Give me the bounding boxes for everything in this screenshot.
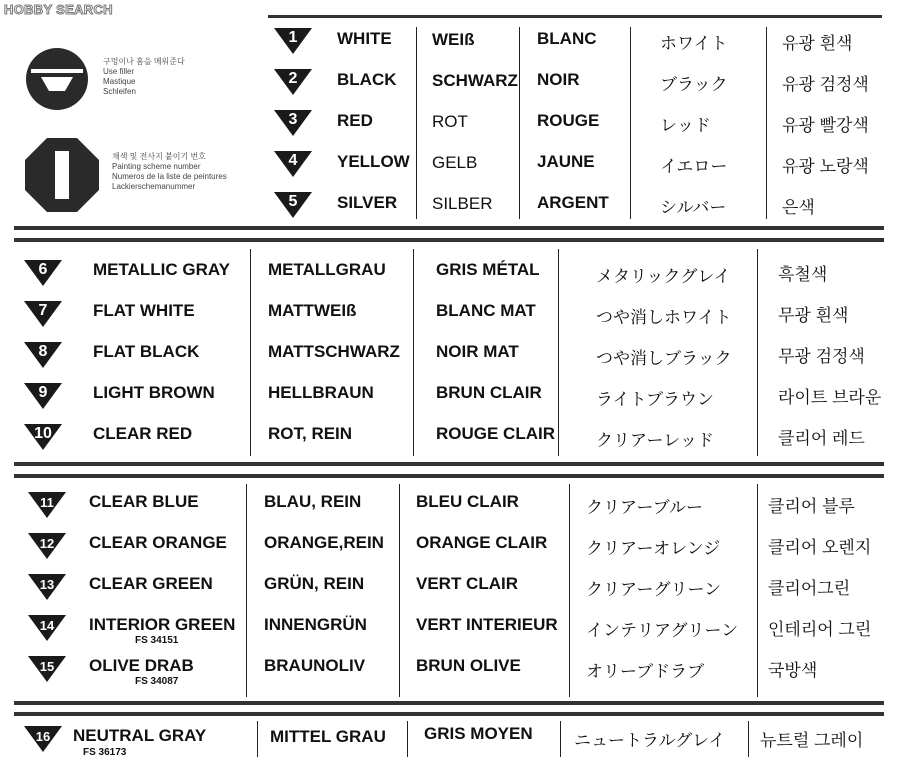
column-divider <box>399 484 400 697</box>
color-name-korean: 클리어 블루 <box>768 497 855 516</box>
divider <box>14 474 884 478</box>
paint-number-badge <box>28 533 66 559</box>
column-divider <box>630 27 631 219</box>
color-name-korean: 뉴트럴 그레이 <box>760 731 864 750</box>
filler-icon <box>25 47 89 111</box>
color-name-korean: 라이트 브라운 <box>778 388 882 407</box>
color-name-english: CLEAR RED <box>93 424 193 443</box>
paint-number: 8 <box>38 343 48 360</box>
divider <box>14 226 884 230</box>
column-divider <box>757 249 758 456</box>
column-divider <box>748 721 749 757</box>
paint-number: 1 <box>288 29 298 46</box>
color-name-english: FLAT WHITE <box>93 301 195 320</box>
column-divider <box>560 721 561 757</box>
color-name-korean: 무광 흰색 <box>778 306 849 325</box>
column-divider <box>413 249 414 456</box>
color-name-korean: 은색 <box>782 198 815 217</box>
paint-number-badge <box>28 656 66 682</box>
paint-number: 12 <box>39 536 55 551</box>
color-name-german: METALLGRAU <box>268 260 386 279</box>
color-name-japanese: クリアーグリーン <box>586 580 722 599</box>
color-name-english: INTERIOR GREEN <box>89 615 236 634</box>
fs-code: FS 34151 <box>135 635 179 646</box>
color-name-french: JAUNE <box>537 152 595 171</box>
color-name-french: BRUN CLAIR <box>436 383 542 402</box>
paint-number-badge <box>24 342 62 368</box>
divider <box>14 462 884 466</box>
divider <box>14 238 884 242</box>
color-name-german: GRÜN, REIN <box>264 574 365 593</box>
color-name-german: ROT, REIN <box>268 424 353 443</box>
color-name-french: VERT INTERIEUR <box>416 615 558 634</box>
paint-number-badge <box>28 574 66 600</box>
paint-number: 3 <box>288 111 298 128</box>
paint-number-badge <box>24 726 62 752</box>
color-name-french: GRIS MÉTAL <box>436 260 540 279</box>
color-name-korean: 클리어그린 <box>768 579 851 598</box>
column-divider <box>407 721 408 757</box>
color-name-korean: 클리어 오렌지 <box>768 538 872 557</box>
watermark: HOBBY SEARCH <box>4 2 113 17</box>
color-name-english: CLEAR BLUE <box>89 492 199 511</box>
paint-number-badge <box>28 615 66 641</box>
paint-number: 9 <box>38 384 48 401</box>
color-name-german: ROT <box>432 112 468 131</box>
color-name-japanese: ライトブラウン <box>596 390 714 409</box>
color-name-german: GELB <box>432 153 478 172</box>
column-divider <box>416 27 417 219</box>
paint-number-badge <box>24 383 62 409</box>
color-name-german: MATTSCHWARZ <box>268 342 400 361</box>
paint-number: 15 <box>39 659 55 674</box>
paint-number: 2 <box>288 70 298 87</box>
color-name-english: LIGHT BROWN <box>93 383 215 402</box>
filler-legend-text: 구멍이나 홈을 메워준다 Use filler Mastique Schleifen <box>103 57 185 96</box>
color-name-japanese: オリーブドラブ <box>586 662 705 681</box>
fs-code: FS 34087 <box>135 676 179 687</box>
color-name-german: INNENGRÜN <box>264 615 367 634</box>
paint-number-badge <box>274 151 312 177</box>
color-name-french: BLEU CLAIR <box>416 492 519 511</box>
color-name-japanese: クリアーレッド <box>596 431 714 450</box>
paint-number-badge <box>28 492 66 518</box>
color-name-french: BLANC <box>537 29 597 48</box>
color-name-english: BLACK <box>337 70 397 89</box>
divider <box>14 701 884 705</box>
color-name-english: METALLIC GRAY <box>93 260 230 279</box>
color-name-french: GRIS MOYEN <box>424 724 533 743</box>
color-name-english: NEUTRAL GRAY <box>73 726 207 745</box>
color-name-japanese: レッド <box>660 116 711 135</box>
paint-number: 5 <box>288 193 298 210</box>
column-divider <box>519 27 520 219</box>
paint-number-badge <box>24 301 62 327</box>
color-name-korean: 유광 흰색 <box>782 34 853 53</box>
paint-number: 6 <box>38 261 48 278</box>
column-divider <box>766 27 767 219</box>
color-name-japanese: つや消しブラック <box>596 349 732 368</box>
color-name-german: BRAUNOLIV <box>264 656 366 675</box>
column-divider <box>250 249 251 456</box>
color-name-german: SILBER <box>432 194 493 213</box>
divider <box>14 712 884 716</box>
color-name-korean: 인테리어 그린 <box>768 620 872 639</box>
color-name-japanese: ニュートラルグレイ <box>574 731 726 750</box>
color-name-german: MITTEL GRAU <box>270 727 386 746</box>
color-name-japanese: イエロー <box>660 157 728 176</box>
paint-number-badge <box>274 28 312 54</box>
color-name-french: NOIR <box>537 70 580 89</box>
color-name-korean: 유광 노랑색 <box>782 157 869 176</box>
column-divider <box>257 721 258 757</box>
color-name-english: CLEAR ORANGE <box>89 533 227 552</box>
color-name-english: FLAT BLACK <box>93 342 200 361</box>
color-name-korean: 유광 빨강색 <box>782 116 869 135</box>
color-name-korean: 국방색 <box>768 661 818 680</box>
paint-number-badge <box>24 260 62 286</box>
paint-number: 10 <box>34 425 52 442</box>
color-name-korean: 흑철색 <box>778 265 828 284</box>
color-name-german: WEIß <box>432 30 475 49</box>
color-name-french: ROUGE <box>537 111 600 130</box>
paint-number-badge <box>274 192 312 218</box>
color-name-japanese: クリアーオレンジ <box>586 539 721 558</box>
color-name-german: HELLBRAUN <box>268 383 374 402</box>
column-divider <box>569 484 570 697</box>
color-name-german: BLAU, REIN <box>264 492 362 511</box>
color-name-korean: 무광 검정색 <box>778 347 865 366</box>
color-name-japanese: インテリアグリーン <box>586 621 739 640</box>
paint-number-badge <box>274 69 312 95</box>
color-name-japanese: ホワイト <box>660 34 728 53</box>
color-name-japanese: クリアーブルー <box>586 498 703 517</box>
paint-number: 7 <box>38 302 48 319</box>
color-name-english: CLEAR GREEN <box>89 574 213 593</box>
color-name-japanese: シルバー <box>660 198 727 217</box>
fs-code: FS 36173 <box>83 747 127 758</box>
paint-number: 14 <box>39 618 55 633</box>
color-name-german: ORANGE,REIN <box>264 533 384 552</box>
color-name-korean: 유광 검정색 <box>782 75 869 94</box>
paint-number: 4 <box>288 152 298 169</box>
color-name-english: OLIVE DRAB <box>89 656 194 675</box>
color-name-french: BRUN OLIVE <box>416 656 521 675</box>
color-name-french: ORANGE CLAIR <box>416 533 548 552</box>
color-name-english: WHITE <box>337 29 392 48</box>
color-name-german: SCHWARZ <box>432 71 518 90</box>
color-name-japanese: メタリックグレイ <box>596 267 731 286</box>
color-name-japanese: ブラック <box>660 75 728 94</box>
divider <box>268 15 882 18</box>
color-name-french: ARGENT <box>537 193 609 212</box>
paint-number: 13 <box>39 577 55 592</box>
color-name-french: BLANC MAT <box>436 301 536 320</box>
paint-number: 16 <box>35 729 51 744</box>
scheme-legend-text: 채색 및 전사지 붙이기 번호 Painting scheme number Numeros de la liste de peintures Lackierschemanummer <box>112 152 227 191</box>
painting-scheme-icon <box>25 138 99 212</box>
color-name-french: NOIR MAT <box>436 342 519 361</box>
column-divider <box>757 484 758 697</box>
color-name-french: VERT CLAIR <box>416 574 518 593</box>
color-name-english: SILVER <box>337 193 398 212</box>
color-name-japanese: つや消しホワイト <box>596 308 732 327</box>
column-divider <box>558 249 559 456</box>
color-name-english: RED <box>337 111 373 130</box>
color-name-english: YELLOW <box>337 152 410 171</box>
paint-number: 11 <box>40 495 54 510</box>
color-name-german: MATTWEIß <box>268 301 357 320</box>
color-name-french: ROUGE CLAIR <box>436 424 555 443</box>
paint-number-badge <box>274 110 312 136</box>
color-name-korean: 클리어 레드 <box>778 429 865 448</box>
column-divider <box>246 484 247 697</box>
paint-number-badge <box>24 424 62 450</box>
